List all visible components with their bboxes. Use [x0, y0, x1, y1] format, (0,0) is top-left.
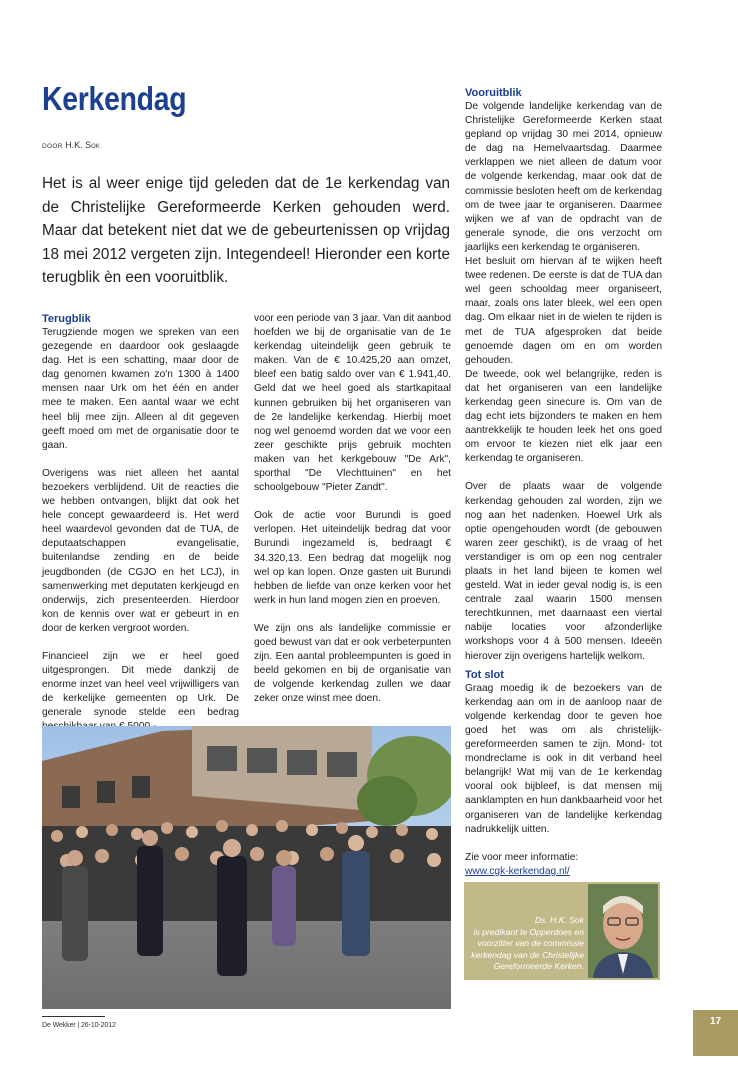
paragraph: Terugziende mogen we spreken van een gezegende en daardoor ook geslaagde dag. Het is een schatting, maar door de dag genomen kwamen zo'n 1300 à 1400 mensen naar Urk om het één en ander mee te maken. Een aantal waar we echt heel blij mee zijn. Alleen al dit gegeven geeft moed om met de organisatie door te gaan.: [42, 327, 239, 451]
paragraph: De volgende landelijke kerkendag van de Christelijke Gereformeerde Kerken staat gepland op vrijdag 30 mei 2014, opnieuw de dag na Hemelvaartsdag. Daarmee verklappen we niet alleen de datum voor de volgende kerkendag, maar ook dat de commissie besloten heeft om de kerkendag om de twee jaar te organiseren. Daarmee wijken we af van de opdracht van de generale synode, die ons verzocht om jaarlijks een kerkendag te organiseren.: [465, 101, 662, 253]
author-portrait-image: [588, 884, 658, 978]
more-info-label: Zie voor meer informatie:: [465, 851, 579, 863]
paragraph: Graag moedig ik de bezoekers van de kerkendag aan om in de aanloop naar de volgende kerkendag door te geven hoe goed het was om als christelijk-gereformeerden samen te zijn. Mond- tot mondreclame is ook in dit verband heel belangrijk! Wat mij van de 1e kerkendag vooral ook bijbleef, is dat mensen mij aanklampten en hun dankbaarheid voor het organiseren van de landelijke kerkendag nadrukkelijk uitten.: [465, 682, 662, 835]
author-bio-box: [464, 882, 660, 980]
bio-name: Ds. H.K. Sok: [534, 915, 584, 925]
paragraph: Het besluit om hiervan af te wijken heeft twee redenen. De eerste is dat de TUA dan wel geen schooldag meer organiseert, maar, zoals ons later bleek, wel een open dag. Om elkaar niet in de wielen te rijden is met de TUA afgesproken dat beide genoemde dagen om en om worden gehouden.: [465, 256, 662, 366]
paragraph: Overigens was niet alleen het aantal bezoekers verblijdend. Uit de reacties die we hebben ontvangen, blijkt dat ook het hele concept gewaardeerd is. Het werd heel waardevol gevonden dat de TUA, de deputaatschappen evangelisatie, buitenlandse zending en de beide jeugdbonden (de CGJO en het LCJ), in samenwerking met deputaten kerkjeugd en onderwijs, zich presenteerden. Hierdoor kon de kennis over wat er gebeurt in en door de kerken vergroot worden.: [42, 467, 239, 634]
paragraph: voor een periode van 3 jaar. Van dit aanbod hoefden we bij de organisatie van de 1e kerkendag uiteindelijk geen gebruik te maken. Van de € 10.425,20 aan omzet, bleef een batig saldo over van € 1.941,40. Geld dat we heel goed als startkapitaal kunnen gebruiken bij het organiseren van de 2e landelijke kerkendag. Hierbij moet nog wel genoemd worden dat we voor een zeer geschikte prijs gebruik mochten maken van het kerkgebouw "De Ark", sporthal "De Vlechttuinen" en het schoolgebouw "Pieter Zandt".: [254, 313, 451, 494]
heading-tot-slot: Tot slot: [465, 668, 504, 681]
footer-source: De Wekker | 26-10-2012: [42, 1022, 116, 1029]
crowd-photo-image: [42, 726, 451, 1009]
paragraph: Over de plaats waar de volgende kerkendag gehouden zal worden, zijn we nog aan het nadenken. Hoewel Urk als optie opengehouden wordt (de gebouwen waren zeer geschikt), is de vraag of het verstandiger is om op een nog centraler plaats in het land bijeen te komen wel gesteld. Wat in ieder geval nodig is, is een centrale zaal waarin 1500 mensen terechtkunnen, met daarnaast een viertal nabije locaties voor afzonderlijke workshops voor 4 à 500 mensen. Ideeën hierover zijn overigens hartelijk welkom.: [465, 481, 662, 662]
column-3: [465, 86, 662, 879]
heading-terugblik: Terugblik: [42, 313, 91, 325]
intro-paragraph: Het is al weer enige tijd geleden dat de 1e kerkendag van de Christelijke Gereformeerde Kerken gehouden werd. Maar dat betekent niet dat we de gebeurtenissen op vrijdag 18 mei 2012 vergeten zijn. Integendeel! Hieronder een korte terugblik èn een vooruitblik.: [42, 175, 450, 286]
footer-rule: [42, 1016, 105, 1017]
article-title: Kerkendag: [42, 80, 187, 117]
event-crowd-photo: [42, 726, 451, 1009]
paragraph: We zijn ons als landelijke commissie er goed bewust van dat er ook verbeterpunten zijn. Een aantal probleempunten is goed in beeld gekomen en bij de organisatie van de volgende kerkendag zullen we daar zeker onze winst mee doen.: [254, 622, 451, 705]
bio-text: [464, 915, 584, 973]
byline: [42, 140, 100, 150]
bio-description: is predikant te Opperdoes en voorzitter van de commissie kerkendag van de Christelijke Gereformeerde Kerken.: [471, 926, 584, 972]
heading-vooruitblik: Vooruitblik: [465, 87, 522, 99]
paragraph: Ook de actie voor Burundi is goed verlopen. Het uiteindelijk bedrag dat voor Burundi ingezameld is, bedraagt € 34.320,13. Een bedrag dat mogelijk nog wel op kan lopen. Onze gasten uit Burundi hebben de liefde van onze kerken voor het werk in hun land mogen zien en proeven.: [254, 510, 451, 606]
paragraph: Financieel zijn we er heel goed uitgesprongen. Dit mede dankzij de enorme inzet van heel veel vrijwilligers van de kerkelijke gemeenten op Urk. De generale synode stelde een bedrag: [42, 650, 239, 719]
column-2: [254, 312, 451, 706]
author-portrait: [588, 884, 658, 978]
page-number: 17: [709, 1016, 722, 1027]
website-link[interactable]: www.cgk-kerkendag.nl/: [465, 865, 570, 877]
byline-author: H.K. Sok: [65, 140, 100, 150]
column-1: [42, 312, 239, 735]
paragraph: De tweede, ook wel belangrijke, reden is dat het organiseren van een landelijke kerkendag geen sinecure is. Om van de dag echt iets bijzonders te maken en hem aantrekkelijk te houden leek het ons goed om ervoor te kiezen niet elk jaar een kerkendag te organiseren.: [465, 368, 662, 465]
byline-prefix: DOOR: [42, 143, 63, 150]
page-number-box: [693, 1010, 738, 1056]
